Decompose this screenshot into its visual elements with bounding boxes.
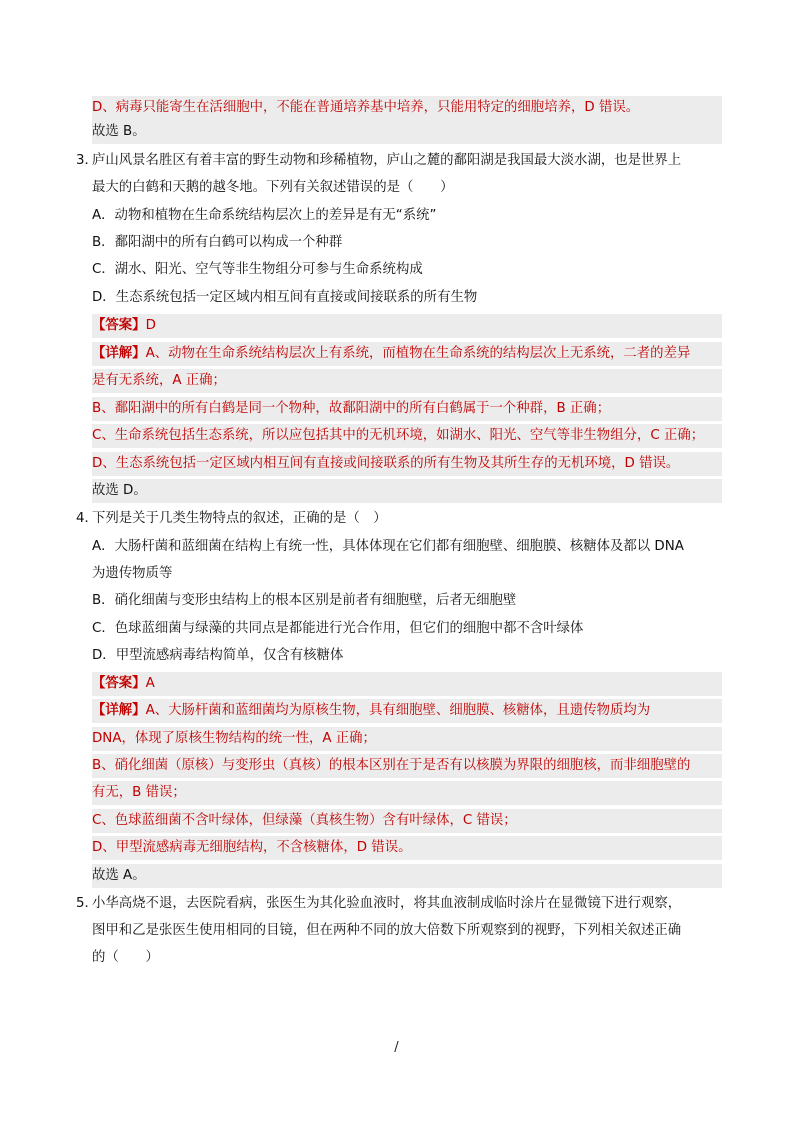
q3-conclusion: 故选 D。: [92, 479, 722, 503]
q3-stem-line2: 最大的白鹤和天鹅的越冬地。下列有关叙述错误的是（ ）: [92, 180, 454, 195]
q5-stem-line2: 图甲和乙是张医生使用相同的目镜，但在两种不同的放大倍数下所观察到的视野，下列相关叙述正确: [92, 923, 682, 938]
q3-number: 3．: [76, 153, 98, 168]
q4-option-c: C．色球蓝细菌与绿藻的共同点是都能进行光合作用，但它们的细胞中都不含叶绿体: [92, 621, 584, 636]
q4-explain-a2: DNA，体现了原核生物结构的统一性，A 正确；: [92, 727, 722, 751]
q3-explain-d: D、生态系统包括一定区域内相互间有直接或间接联系的所有生物及其所生存的无机环境，D 错误。: [92, 452, 722, 476]
q5-number: 5．: [76, 896, 98, 911]
q4-explain-tag: 【详解】: [92, 703, 146, 718]
q4-number: 4．: [76, 511, 98, 526]
q5-stem-line1: 小华高烧不退，去医院看病，张医生为其化验血液时，将其血液制成临时涂片在显微镜下进行观察，: [92, 896, 682, 911]
q4-explain-b1: B、硝化细菌（原核）与变形虫（真核）的根本区别在于是否有以核膜为界限的细胞核，而非细胞壁的: [92, 754, 722, 778]
q3-explain-c: C、生命系统包括生态系统，所以应包括其中的无机环境，如湖水、阳光、空气等非生物组分，C 正确；: [92, 424, 722, 448]
q3-option-a: A．动物和植物在生命系统结构层次上的差异是有无“系统”: [92, 208, 437, 223]
page-number: /: [394, 1040, 399, 1055]
q3-answer: [92, 314, 722, 338]
q3-explain-tag: 【详解】: [92, 346, 146, 361]
q3-answer-value: D: [145, 318, 156, 333]
prev-explain-d: D、病毒只能寄生在活细胞中，不能在普通培养基中培养，只能用特定的细胞培养，D 错误。: [92, 96, 722, 120]
q3-explain-line1: [92, 342, 722, 366]
q4-stem: 下列是关于几类生物特点的叙述，正确的是（ ）: [92, 511, 387, 526]
q4-conclusion: 故选 A。: [92, 864, 722, 888]
prev-conclusion: 故选 B。: [92, 120, 722, 144]
q3-explain-a2: 是有无系统，A 正确；: [92, 369, 722, 393]
q3-stem-line1: 庐山风景名胜区有着丰富的野生动物和珍稀植物，庐山之麓的鄱阳湖是我国最大淡水湖，也是世界上: [92, 153, 682, 168]
q3-option-d: D．生态系统包括一定区域内相互间有直接或间接联系的所有生物: [92, 290, 478, 305]
q4-option-a-line1: A．大肠杆菌和蓝细菌在结构上有统一性，具体体现在它们都有细胞壁、细胞膜、核糖体及都以 DNA: [92, 539, 684, 554]
q4-answer-value: A: [145, 676, 155, 691]
q3-option-c: C．湖水、阳光、空气等非生物组分可参与生命系统构成: [92, 262, 423, 277]
q4-explain-d: D、甲型流感病毒无细胞结构，不含核糖体，D 错误。: [92, 836, 722, 860]
q4-explain-b2: 有无，B 错误；: [92, 781, 722, 805]
q4-option-a-line2: 为遗传物质等: [92, 566, 173, 581]
q4-answer: [92, 672, 722, 696]
q3-explain-a1: A、动物在生命系统结构层次上有系统，而植物在生命系统的结构层次上无系统，二者的差异: [145, 346, 691, 361]
q4-explain-c: C、色球蓝细菌不含叶绿体，但绿藻（真核生物）含有叶绿体，C 错误；: [92, 809, 722, 833]
q3-option-b: B．鄱阳湖中的所有白鹤可以构成一个种群: [92, 235, 343, 250]
q4-option-d: D．甲型流感病毒结构简单，仅含有核糖体: [92, 648, 344, 663]
q4-option-b: B．硝化细菌与变形虫结构上的根本区别是前者有细胞壁，后者无细胞壁: [92, 593, 517, 608]
q5-stem-line3: 的（ ）: [92, 950, 159, 965]
q4-explain-line1: [92, 699, 722, 723]
q3-answer-tag: 【答案】: [92, 318, 146, 333]
q4-answer-tag: 【答案】: [92, 676, 146, 691]
q4-explain-a1: A、大肠杆菌和蓝细菌均为原核生物，具有细胞壁、细胞膜、核糖体，且遗传物质均为: [145, 703, 651, 718]
q3-explain-b: B、鄱阳湖中的所有白鹤是同一个物种，故鄱阳湖中的所有白鹤属于一个种群，B 正确；: [92, 397, 722, 421]
